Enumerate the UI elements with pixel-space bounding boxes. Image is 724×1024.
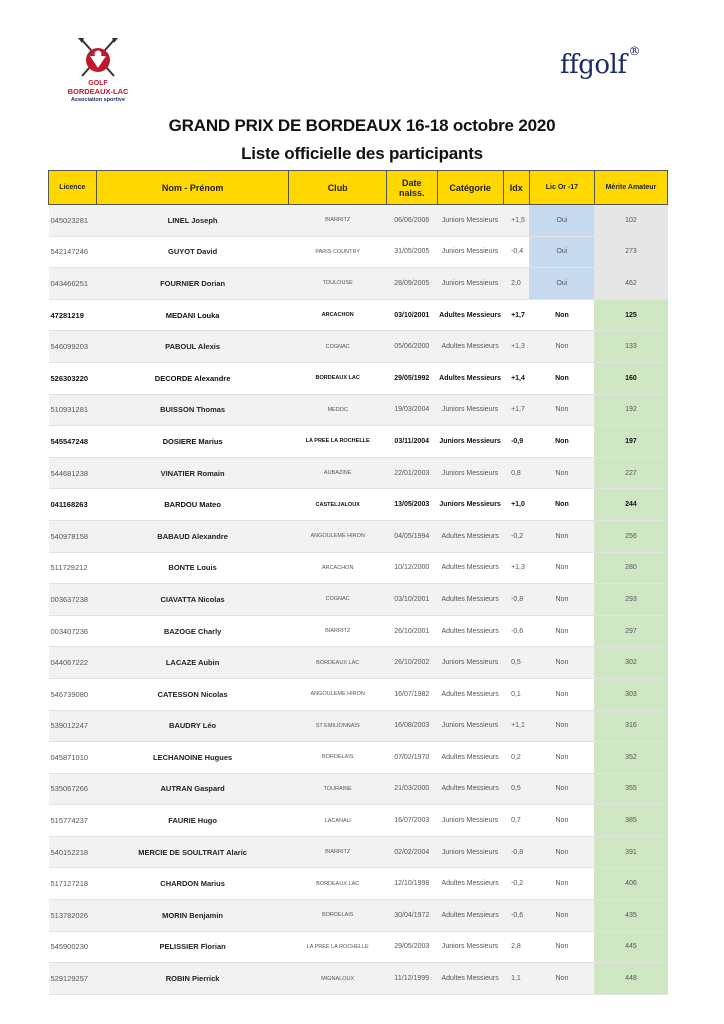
cell-idx: +1,1 (503, 710, 529, 742)
cell-club: BIARRITZ (289, 615, 386, 647)
cell-date: 22/01/2003 (386, 457, 437, 489)
cell-club: ARCACHON (289, 299, 386, 331)
cell-date: 26/10/2002 (386, 647, 437, 679)
cell-merit: 293 (594, 584, 667, 616)
cell-licence: 044067222 (49, 647, 97, 679)
cell-club: AUBAZINE (289, 457, 386, 489)
cell-name: MEDANI Louka (96, 299, 289, 331)
cell-category: Adultes Messieurs (437, 520, 503, 552)
cell-idx: +1,3 (503, 552, 529, 584)
table-row (49, 647, 668, 679)
cell-lic-or: Non (529, 773, 594, 805)
col-header-category: Catégorie (437, 171, 503, 205)
cell-name: GUYOT David (96, 236, 289, 268)
cell-merit: 385 (594, 805, 667, 837)
cell-idx: -0,2 (503, 520, 529, 552)
cell-merit: 352 (594, 742, 667, 774)
cell-date: 05/06/2000 (386, 331, 437, 363)
cell-lic-or: Non (529, 805, 594, 837)
cell-name: AUTRAN Gaspard (96, 773, 289, 805)
cell-licence: 511729212 (49, 552, 97, 584)
participants-table (48, 170, 668, 995)
table-row (49, 710, 668, 742)
cell-merit: 197 (594, 426, 667, 458)
cell-licence: 045871010 (49, 742, 97, 774)
table-row (49, 805, 668, 837)
col-header-merit: Mérite Amateur (594, 171, 667, 205)
cell-lic-or: Non (529, 426, 594, 458)
cell-merit: 448 (594, 963, 667, 995)
cell-name: CATESSON Nicolas (96, 678, 289, 710)
cell-idx: -0,2 (503, 868, 529, 900)
cell-merit: 273 (594, 236, 667, 268)
cell-club: COGNAC (289, 331, 386, 363)
cell-club: MEDOC (289, 394, 386, 426)
cell-merit: 280 (594, 552, 667, 584)
cell-licence: 542147246 (49, 236, 97, 268)
cell-licence: 003637238 (49, 584, 97, 616)
cell-category: Juniors Messieurs (437, 489, 503, 521)
cell-idx: 0,5 (503, 647, 529, 679)
cell-name: BUISSON Thomas (96, 394, 289, 426)
cell-licence: 545547248 (49, 426, 97, 458)
cell-merit: 297 (594, 615, 667, 647)
cell-club: TOULOUSE (289, 268, 386, 300)
cell-licence: 529129257 (49, 963, 97, 995)
table-row (49, 552, 668, 584)
cell-idx: 2,0 (503, 268, 529, 300)
cell-licence: 510931281 (49, 394, 97, 426)
cell-merit: 391 (594, 836, 667, 868)
cell-category: Adultes Messieurs (437, 552, 503, 584)
cell-licence: 043466251 (49, 268, 97, 300)
cell-category: Juniors Messieurs (437, 836, 503, 868)
cell-idx: -0,6 (503, 615, 529, 647)
col-header-club: Club (289, 171, 386, 205)
cell-licence: 045023281 (49, 205, 97, 237)
cell-club: LA PREE LA ROCHELLE (289, 426, 386, 458)
cell-date: 03/10/2001 (386, 584, 437, 616)
logo-line-golf: GOLF (88, 80, 108, 87)
cell-idx: 0,1 (503, 678, 529, 710)
cell-category: Adultes Messieurs (437, 615, 503, 647)
cell-club: COGNAC (289, 584, 386, 616)
cell-name: BAUDRY Léo (96, 710, 289, 742)
table-row (49, 236, 668, 268)
cell-licence: 47281219 (49, 299, 97, 331)
cell-category: Juniors Messieurs (437, 236, 503, 268)
cell-lic-or: Non (529, 900, 594, 932)
cell-name: VINATIER Romain (96, 457, 289, 489)
cell-idx: +1,5 (503, 205, 529, 237)
col-header-date-line1: Date (402, 177, 422, 188)
cell-category: Juniors Messieurs (437, 710, 503, 742)
cell-name: LACAZE Aubin (96, 647, 289, 679)
cell-name: PABOUL Alexis (96, 331, 289, 363)
cell-club: CASTELJALOUX (289, 489, 386, 521)
table-row (49, 426, 668, 458)
cell-idx: 0,5 (503, 773, 529, 805)
cell-club: BORDELAIS (289, 900, 386, 932)
col-header-date (386, 171, 437, 205)
col-header-licence: Licence (49, 171, 97, 205)
cell-merit: 355 (594, 773, 667, 805)
col-header-idx: Idx (503, 171, 529, 205)
cell-category: Juniors Messieurs (437, 457, 503, 489)
cell-merit: 302 (594, 647, 667, 679)
cell-lic-or: Non (529, 457, 594, 489)
cell-date: 16/08/2003 (386, 710, 437, 742)
cell-category: Adultes Messieurs (437, 678, 503, 710)
cell-club: BORDEAUX LAC (289, 647, 386, 679)
cell-category: Adultes Messieurs (437, 900, 503, 932)
cell-idx: +1,7 (503, 394, 529, 426)
cell-date: 04/05/1994 (386, 520, 437, 552)
cell-idx: -0,8 (503, 584, 529, 616)
cell-date: 19/03/2004 (386, 394, 437, 426)
golf-bordeaux-lac-logo (62, 36, 134, 108)
cell-licence: 545900230 (49, 931, 97, 963)
cell-idx: 0,7 (503, 805, 529, 837)
cell-name: CHARDON Marius (96, 868, 289, 900)
cell-name: PELISSIER Florian (96, 931, 289, 963)
logo-line-association: Association sportive (70, 97, 126, 103)
cell-licence: 546739080 (49, 678, 97, 710)
cell-date: 29/05/1992 (386, 362, 437, 394)
cell-name: BAZOGE Charly (96, 615, 289, 647)
cell-name: FOURNIER Dorian (96, 268, 289, 300)
cell-category: Adultes Messieurs (437, 963, 503, 995)
ffgolf-logo (560, 44, 640, 80)
cell-date: 12/10/1998 (386, 868, 437, 900)
cell-merit: 406 (594, 868, 667, 900)
cell-date: 30/04/1972 (386, 900, 437, 932)
cell-club: MIGNALOUX (289, 963, 386, 995)
cell-licence: 517127218 (49, 868, 97, 900)
cell-name: ROBIN Pierrick (96, 963, 289, 995)
cell-name: MORIN Benjamin (96, 900, 289, 932)
cell-club: LA PREE LA ROCHELLE (289, 931, 386, 963)
cell-club: ANGOULEME HIRON (289, 678, 386, 710)
cell-lic-or: Oui (529, 236, 594, 268)
table-row (49, 900, 668, 932)
ffgolf-logo-text: ffgolf (560, 50, 627, 80)
cell-name: DOSIERE Marius (96, 426, 289, 458)
table-row (49, 268, 668, 300)
cell-licence: 535067266 (49, 773, 97, 805)
cell-lic-or: Non (529, 584, 594, 616)
cell-category: Adultes Messieurs (437, 299, 503, 331)
cell-merit: 102 (594, 205, 667, 237)
cell-category: Juniors Messieurs (437, 931, 503, 963)
cell-date: 13/05/2003 (386, 489, 437, 521)
table-row (49, 394, 668, 426)
cell-idx: +1,0 (503, 489, 529, 521)
table-row (49, 615, 668, 647)
cell-category: Juniors Messieurs (437, 205, 503, 237)
cell-merit: 316 (594, 710, 667, 742)
cell-lic-or: Non (529, 552, 594, 584)
cell-lic-or: Non (529, 331, 594, 363)
cell-club: BORDELAIS (289, 742, 386, 774)
table-row (49, 584, 668, 616)
cell-date: 03/10/2001 (386, 299, 437, 331)
registered-mark-icon: ® (628, 44, 640, 58)
cell-lic-or: Oui (529, 205, 594, 237)
cell-date: 28/09/2005 (386, 268, 437, 300)
cell-merit: 192 (594, 394, 667, 426)
cell-merit: 256 (594, 520, 667, 552)
cell-idx: 2,8 (503, 931, 529, 963)
cell-idx: +1,4 (503, 362, 529, 394)
cell-club: LACANAU (289, 805, 386, 837)
table-row (49, 520, 668, 552)
cell-date: 21/03/2000 (386, 773, 437, 805)
cell-lic-or: Non (529, 362, 594, 394)
cell-idx: -0,8 (503, 836, 529, 868)
cell-merit: 445 (594, 931, 667, 963)
page-title: GRAND PRIX DE BORDEAUX 16-18 octobre 2020 (168, 116, 556, 135)
cell-date: 26/10/2001 (386, 615, 437, 647)
cell-idx: -0,9 (503, 426, 529, 458)
cell-licence: 526303220 (49, 362, 97, 394)
cell-lic-or: Non (529, 489, 594, 521)
cell-merit: 244 (594, 489, 667, 521)
cell-idx: 1,1 (503, 963, 529, 995)
cell-merit: 125 (594, 299, 667, 331)
cell-lic-or: Non (529, 868, 594, 900)
cell-licence: 515774237 (49, 805, 97, 837)
cell-category: Adultes Messieurs (437, 331, 503, 363)
table-row (49, 362, 668, 394)
cell-date: 16/07/1982 (386, 678, 437, 710)
table-row (49, 836, 668, 868)
cell-date: 06/06/2006 (386, 205, 437, 237)
cell-club: BIARRITZ (289, 836, 386, 868)
cell-date: 02/02/2004 (386, 836, 437, 868)
cell-category: Adultes Messieurs (437, 742, 503, 774)
cell-category: Juniors Messieurs (437, 268, 503, 300)
cell-lic-or: Non (529, 615, 594, 647)
col-header-lic-or: Lic Or -17 (529, 171, 594, 205)
col-header-name: Nom - Prénom (96, 171, 289, 205)
cell-merit: 462 (594, 268, 667, 300)
cell-licence: 540152218 (49, 836, 97, 868)
golf-crossed-clubs-icon (62, 36, 134, 82)
cell-licence: 539012247 (49, 710, 97, 742)
cell-idx: 0,2 (503, 742, 529, 774)
table-row (49, 931, 668, 963)
cell-lic-or: Non (529, 647, 594, 679)
cell-lic-or: Non (529, 299, 594, 331)
table-header-row (49, 171, 668, 205)
cell-lic-or: Non (529, 836, 594, 868)
table-row (49, 489, 668, 521)
page-subtitle: Liste officielle des participants (241, 144, 483, 163)
cell-merit: 160 (594, 362, 667, 394)
cell-name: LECHANOINE Hugues (96, 742, 289, 774)
cell-name: CIAVATTA Nicolas (96, 584, 289, 616)
cell-category: Juniors Messieurs (437, 805, 503, 837)
table-row (49, 963, 668, 995)
cell-merit: 435 (594, 900, 667, 932)
table-row (49, 299, 668, 331)
cell-date: 29/05/2003 (386, 931, 437, 963)
cell-lic-or: Non (529, 710, 594, 742)
cell-club: ANGOULEME HIRON (289, 520, 386, 552)
cell-category: Adultes Messieurs (437, 584, 503, 616)
cell-category: Adultes Messieurs (437, 868, 503, 900)
table-row (49, 331, 668, 363)
cell-club: BIARRITZ (289, 205, 386, 237)
cell-category: Adultes Messieurs (437, 773, 503, 805)
cell-lic-or: Non (529, 963, 594, 995)
cell-lic-or: Non (529, 742, 594, 774)
cell-licence: 546099203 (49, 331, 97, 363)
cell-licence: 544681238 (49, 457, 97, 489)
cell-club: ST EMILIONNAIS (289, 710, 386, 742)
cell-category: Juniors Messieurs (437, 394, 503, 426)
table-row (49, 868, 668, 900)
cell-licence: 041168263 (49, 489, 97, 521)
cell-category: Adultes Messieurs (437, 362, 503, 394)
cell-category: Juniors Messieurs (437, 647, 503, 679)
cell-date: 07/02/1970 (386, 742, 437, 774)
logo-line-club: BORDEAUX-LAC (67, 87, 129, 96)
cell-idx: -0,4 (503, 236, 529, 268)
cell-date: 11/12/1999 (386, 963, 437, 995)
cell-name: BABAUD Alexandre (96, 520, 289, 552)
table-row (49, 773, 668, 805)
cell-merit: 227 (594, 457, 667, 489)
cell-club: PARIS COUNTRY (289, 236, 386, 268)
cell-lic-or: Non (529, 394, 594, 426)
table-row (49, 457, 668, 489)
cell-licence: 003407236 (49, 615, 97, 647)
cell-licence: 540978158 (49, 520, 97, 552)
col-header-date-line2: naiss. (399, 187, 425, 198)
cell-category: Juniors Messieurs (437, 426, 503, 458)
cell-name: FAURIE Hugo (96, 805, 289, 837)
cell-date: 03/11/2004 (386, 426, 437, 458)
cell-name: BARDOU Mateo (96, 489, 289, 521)
cell-club: BORDEAUX LAC (289, 868, 386, 900)
table-row (49, 205, 668, 237)
cell-merit: 133 (594, 331, 667, 363)
cell-name: MERCIE DE SOULTRAIT Alaric (96, 836, 289, 868)
cell-idx: +1,7 (503, 299, 529, 331)
cell-licence: 513782026 (49, 900, 97, 932)
cell-club: ARCACHON (289, 552, 386, 584)
cell-idx: 0,8 (503, 457, 529, 489)
cell-club: BORDEAUX LAC (289, 362, 386, 394)
cell-date: 10/12/2000 (386, 552, 437, 584)
cell-date: 31/05/2005 (386, 236, 437, 268)
table-row (49, 678, 668, 710)
cell-idx: -0,6 (503, 900, 529, 932)
cell-lic-or: Non (529, 678, 594, 710)
cell-name: LINEL Joseph (96, 205, 289, 237)
cell-name: DECORDE Alexandre (96, 362, 289, 394)
cell-date: 16/07/2003 (386, 805, 437, 837)
cell-merit: 303 (594, 678, 667, 710)
cell-lic-or: Non (529, 931, 594, 963)
cell-name: BONTE Louis (96, 552, 289, 584)
cell-lic-or: Non (529, 520, 594, 552)
cell-lic-or: Oui (529, 268, 594, 300)
table-row (49, 742, 668, 774)
cell-idx: +1,3 (503, 331, 529, 363)
cell-club: TOURAINE (289, 773, 386, 805)
